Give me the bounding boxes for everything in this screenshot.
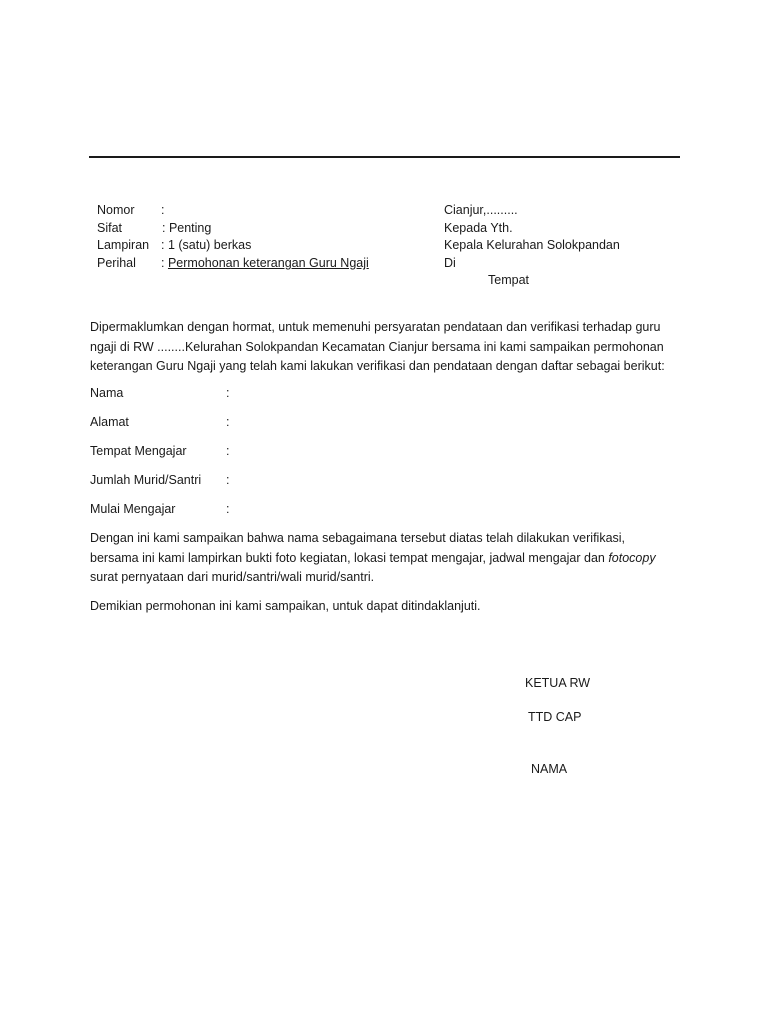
closing-paragraph [90, 529, 685, 588]
field-mulai-mengajar-label: Mulai Mengajar [90, 502, 176, 516]
final-sentence: Demikian permohonan ini kami sampaikan, untuk dapat ditindaklanjuti. [90, 599, 481, 613]
field-alamat-label: Alamat [90, 415, 129, 429]
perihal-label: Perihal [97, 256, 136, 270]
signature-name: NAMA [531, 762, 568, 776]
perihal-colon: : [161, 256, 165, 270]
lampiran-label: Lampiran [97, 238, 150, 252]
closing-line-1: Dengan ini kami sampaikan bahwa nama sebagaimana tersebut diatas telah dilakukan verifikasi, [90, 531, 626, 545]
intro-line-1: Dipermaklumkan dengan hormat, untuk memenuhi persyaratan pendataan dan verifikasi terhadap guru [90, 320, 661, 334]
signature-title: KETUA RW [525, 676, 591, 690]
recipient-tempat: Tempat [488, 273, 529, 287]
field-jumlah-murid-label: Jumlah Murid/Santri [90, 473, 202, 487]
kepada-yth: Kepada Yth. [444, 221, 513, 235]
recipient-di: Di [444, 256, 456, 270]
field-jumlah-murid-colon: : [226, 473, 230, 487]
field-alamat-colon: : [226, 415, 230, 429]
header-divider [89, 156, 680, 158]
signature-stamp: TTD CAP [528, 710, 582, 724]
intro-line-3: keterangan Guru Ngaji yang telah kami lakukan verifikasi dan pendataan dengan daftar sebagai berikut: [90, 359, 665, 373]
field-nama-label: Nama [90, 386, 124, 400]
nomor-colon: : [161, 203, 165, 217]
closing-line-2 [90, 549, 685, 569]
field-tempat-mengajar-label: Tempat Mengajar [90, 444, 187, 458]
intro-line-2: ngaji di RW ........Kelurahan Solokpandan Kecamatan Cianjur bersama ini kami sampaikan permohonan [90, 339, 664, 354]
perihal-line [161, 255, 369, 272]
place-date: Cianjur,......... [444, 203, 518, 217]
nomor-label: Nomor [97, 203, 135, 217]
closing-line-3: surat pernyataan dari murid/santri/wali murid/santri. [90, 570, 375, 584]
closing-line-2-italic: fotocopy [608, 550, 656, 565]
sifat-label: Sifat [97, 221, 123, 235]
field-nama-colon: : [226, 386, 230, 400]
sifat-value: : Penting [162, 221, 212, 235]
lampiran-value: : 1 (satu) berkas [161, 238, 252, 252]
intro-paragraph [90, 318, 685, 377]
recipient-name: Kepala Kelurahan Solokpandan [444, 238, 620, 252]
field-mulai-mengajar-colon: : [226, 502, 230, 516]
field-tempat-mengajar-colon: : [226, 444, 230, 458]
perihal-value: Permohonan keterangan Guru Ngaji [167, 256, 369, 270]
closing-line-2-text: bersama ini kami lampirkan bukti foto kegiatan, lokasi tempat mengajar, jadwal mengajar dan [90, 550, 609, 565]
